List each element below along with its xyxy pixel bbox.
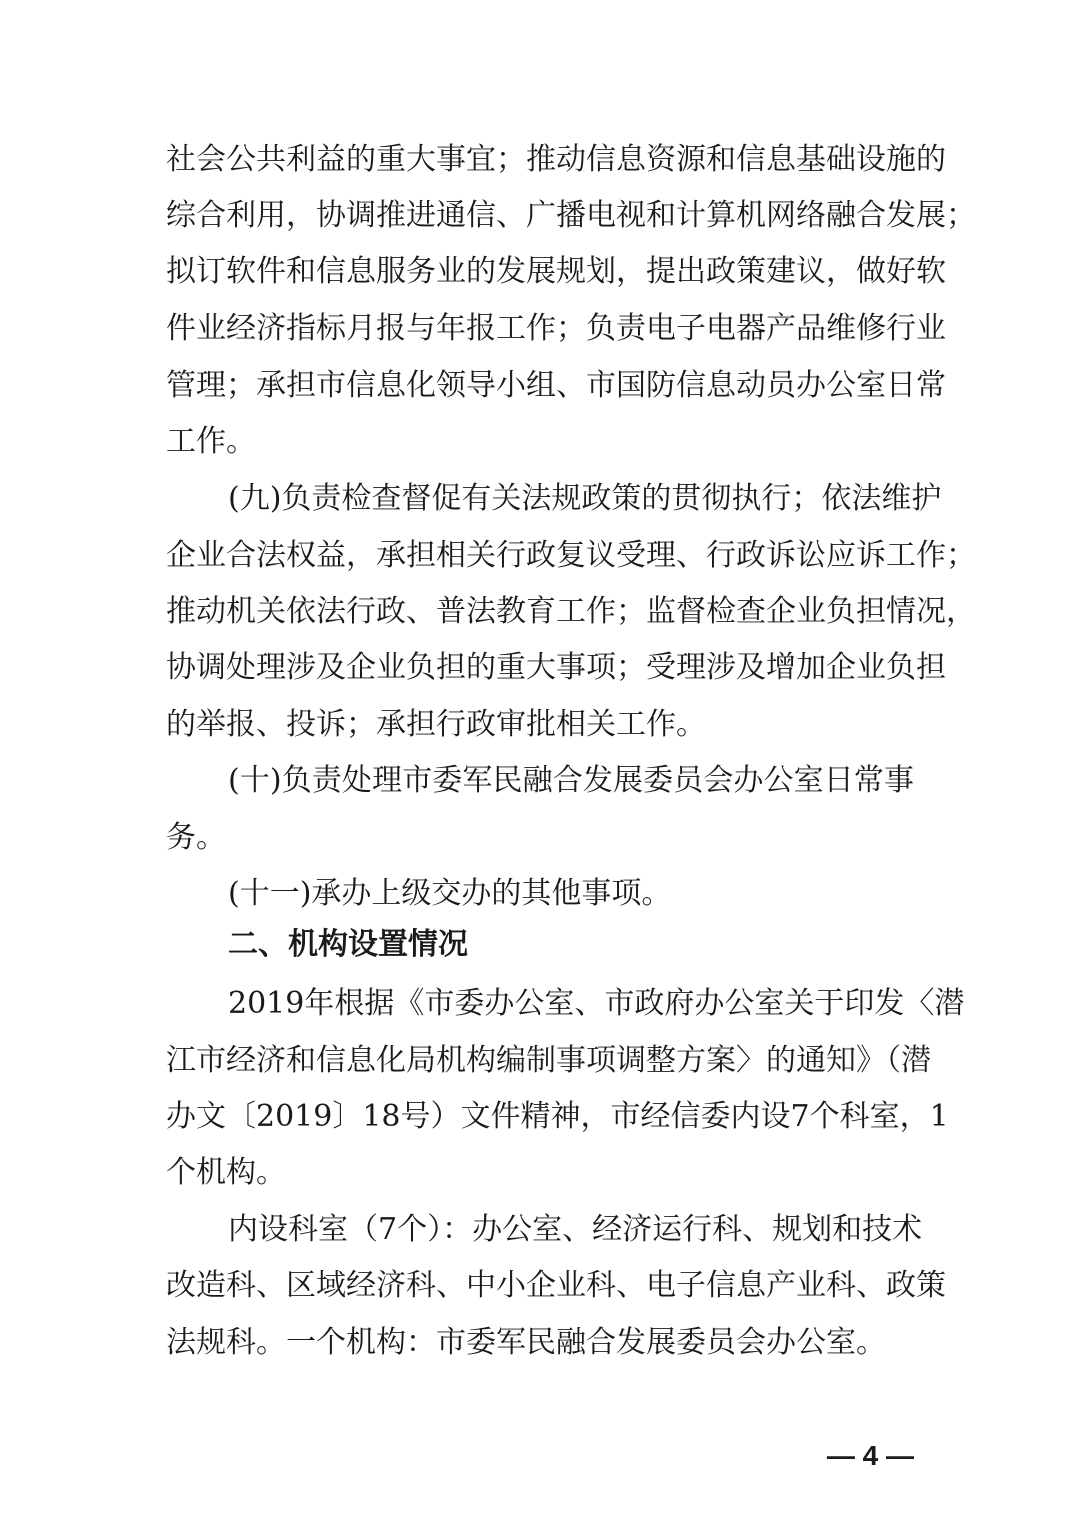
body-line: 个机构。 [166,1155,286,1190]
body-line: 工作。 [166,424,256,459]
body-line: 协调处理涉及企业负担的重大事项；受理涉及增加企业负担 [166,650,946,685]
body-line: 件业经济指标月报与年报工作；负责电子电器产品维修行业 [166,311,946,346]
body-line: 的举报、投诉；承担行政审批相关工作。 [166,707,706,742]
section-heading: 二、机构设置情况 [228,927,468,962]
paragraph-10-line: (十)负责处理市委军民融合发展委员会办公室日常事 [228,763,914,798]
body-line: 企业合法权益，承担相关行政复议受理、行政诉讼应诉工作； [166,538,976,573]
body-line: 江市经济和信息化局机构编制事项调整方案〉的通知》（潜 [166,1043,931,1078]
body-line: 推动机关依法行政、普法教育工作；监督检查企业负担情况， [166,594,976,629]
body-line: 社会公共利益的重大事宜；推动信息资源和信息基础设施的 [166,142,946,177]
body-line: 管理；承担市信息化领导小组、市国防信息动员办公室日常 [166,368,946,403]
body-line: 拟订软件和信息服务业的发展规划，提出政策建议，做好软 [166,254,946,289]
body-line: 改造科、区域经济科、中小企业科、电子信息产业科、政策 [166,1268,946,1303]
body-line: 务。 [166,820,226,855]
page-number: — 4 — [826,1440,914,1471]
paragraph-2019-line: 2019年根据《市委办公室、市政府办公室关于印发〈潜 [228,986,965,1021]
body-line: 办文〔2019〕18号）文件精神，市经信委内设7个科室，1 [166,1099,949,1134]
paragraph-offices-line: 内设科室（7个）：办公室、经济运行科、规划和技术 [228,1212,923,1247]
body-line: 综合利用，协调推进通信、广播电视和计算机网络融合发展； [166,198,976,233]
paragraph-9-line: (九)负责检查督促有关法规政策的贯彻执行；依法维护 [228,481,942,516]
paragraph-11-line: (十一)承办上级交办的其他事项。 [228,876,672,911]
body-line: 法规科。一个机构：市委军民融合发展委员会办公室。 [166,1325,886,1360]
